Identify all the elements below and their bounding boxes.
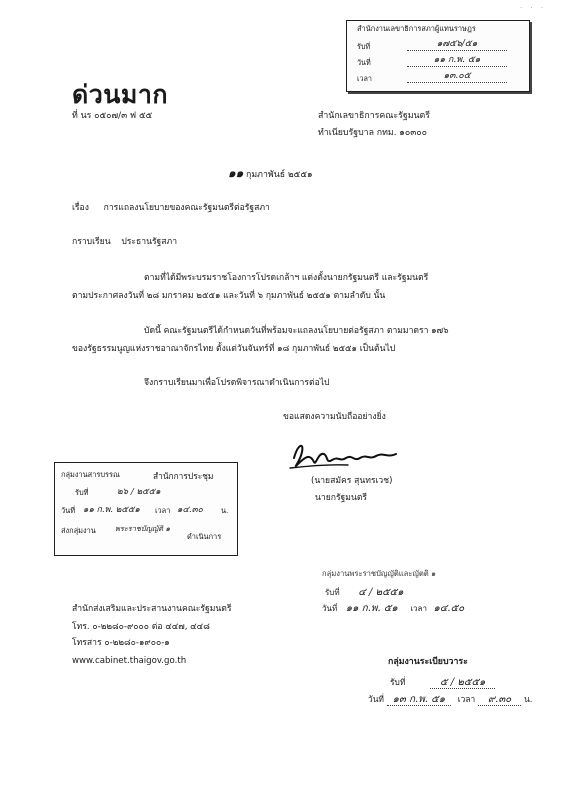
receipt-stamp-top [346,20,530,92]
receipt-stamp-left [54,462,238,556]
stamp-right-time-value: ๑๔.๕๐ [433,603,465,614]
sender-office: สำนักเลขาธิการคณะรัฐมนตรี [318,111,430,121]
stamp-top-receipt-value: ๑๗๕๖/๕๑ [407,39,507,51]
signature-mark [288,440,408,474]
office-website: www.cabinet.thaigov.go.th [72,656,187,666]
salutation-line [72,237,177,247]
stamp-top-time-value: ๑๓.๐๕ [407,71,507,83]
signatory-position: นายกรัฐมนตรี [315,493,368,503]
stamp-right-time-label: เวลา [410,604,427,613]
registry-receipt-label: รับที่ [390,677,406,687]
stamp-left-org: กลุ่มงานสารบรรณ [61,470,120,479]
registry-date-label: วันที่ [368,694,384,704]
registry-datetime [368,694,532,706]
stamp-top-date-label: วันที่ [357,58,371,67]
salutation-label: กราบเรียน [72,237,111,247]
stamp-top-header: สำนักงานเลขาธิการสภาผู้แทนราษฎร [357,24,476,33]
stamp-top-date-value: ๑๑ ก.พ. ๕๑ [407,55,507,67]
stamp-top-receipt-label: รับที่ [357,42,371,51]
stamp-left-receipt-label: รับที่ [75,488,89,497]
signatory-name: (นายสมัคร สุนทรเวช) [311,476,393,486]
stamp-right-receipt-label: รับที่ [325,588,340,597]
stamp-left-time-label: เวลา [155,506,171,515]
stamp-right-header: กลุ่มงานพระราชบัญญัติและญัตติ ๑ [322,569,436,578]
stamp-right-datetime [322,603,464,615]
subject-text: การแถลงนโยบายของคณะรัฐมนตรีต่อรัฐสภา [103,203,270,213]
stamp-right-receipt-value: ๔ / ๒๕๕๑ [358,587,404,598]
registry-title: กลุ่มงานระเบียบวาระ [388,657,468,667]
office-phone: โทร. ๐-๒๒๘๐-๙๐๐๐ ต่อ ๔๔๗, ๔๔๘ [72,622,210,632]
closing-phrase: ขอแสดงความนับถืออย่างยิ่ง [283,412,386,422]
stamp-left-to-label: ส่งกลุ่มงาน [61,526,96,535]
stamp-left-to-value: พระราชบัญญัติ ๑ [115,524,171,533]
document-number: ที่ นร ๐๕๐๗/๓ ฟ ๕๕ [72,111,153,121]
subject-line [72,203,270,213]
registry-receipt [390,677,495,689]
subject-label: เรื่อง [72,203,89,213]
date-day: ๑๑ [228,166,244,180]
urgency-heading: ด่วนมาก [72,80,169,109]
body-paragraph-2-line-2: ของรัฐธรรมนูญแห่งราชอาณาจักรไทย ตั้งแต่วันจันทร์ที่ ๑๘ กุมภาพันธ์ ๒๕๕๑ เป็นต้นไป [72,344,396,354]
stamp-left-date-value: ๑๑ ก.พ. ๒๕๕๑ [83,505,140,515]
stamp-top-time-label: เวลา [357,74,372,83]
signature [288,440,408,474]
corner-mark: · · · [520,4,547,12]
stamp-left-time-value: ๑๔.๓๐ [177,505,203,515]
body-paragraph-2-line-1: บัดนี้ คณะรัฐมนตรีได้กำหนดวันที่พร้อมจะแถลงนโยบายต่อรัฐสภา ตามมาตรา ๑๗๖ [144,326,449,336]
stamp-left-receipt-value: ๒๖ / ๒๕๕๑ [117,487,161,497]
sender-address: ทำเนียบรัฐบาล กทม. ๑๐๓๐๐ [318,128,428,138]
body-paragraph-1-line-2: ตามประกาศลงวันที่ ๒๘ มกราคม ๒๕๕๑ และวันที่ ๖ กุมภาพันธ์ ๒๕๕๑ ตามลำดับ นั้น [72,291,386,301]
stamp-right-date-label: วันที่ [322,604,338,613]
registry-date-value: ๑๓ ก.พ. ๕๑ [387,694,451,706]
office-fax: โทรสาร ๐-๒๒๘๐-๑๙๐๐-๑ [72,638,170,648]
body-paragraph-3: จึงกราบเรียนมาเพื่อโปรดพิจารณาดำเนินการต่อไป [144,378,330,388]
registry-time-label: เวลา [457,694,476,704]
stamp-left-action: ดำเนินการ [187,532,222,541]
letter-date [228,166,313,181]
registry-time-unit: น. [523,694,533,704]
stamp-right-date-value: ๑๑ ก.พ. ๕๑ [345,603,398,614]
office-name: สำนักส่งเสริมและประสานงานคณะรัฐมนตรี [72,604,232,614]
registry-time-value: ๙.๓๐ [478,694,521,706]
date-month-year: กุมภาพันธ์ ๒๕๕๑ [246,170,313,180]
registry-receipt-value: ๕ / ๒๕๕๑ [430,677,495,689]
stamp-left-time-unit: น. [221,506,229,515]
stamp-left-date-label: วันที่ [61,506,76,515]
stamp-left-office: สำนักการประชุม [153,471,214,481]
salutation-text: ประธานรัฐสภา [121,237,178,247]
stamp-right-receipt [325,587,404,599]
body-paragraph-1-line-1: ตามที่ได้มีพระบรมราชโองการโปรดเกล้าฯ แต่งตั้งนายกรัฐมนตรี และรัฐมนตรี [144,273,429,283]
